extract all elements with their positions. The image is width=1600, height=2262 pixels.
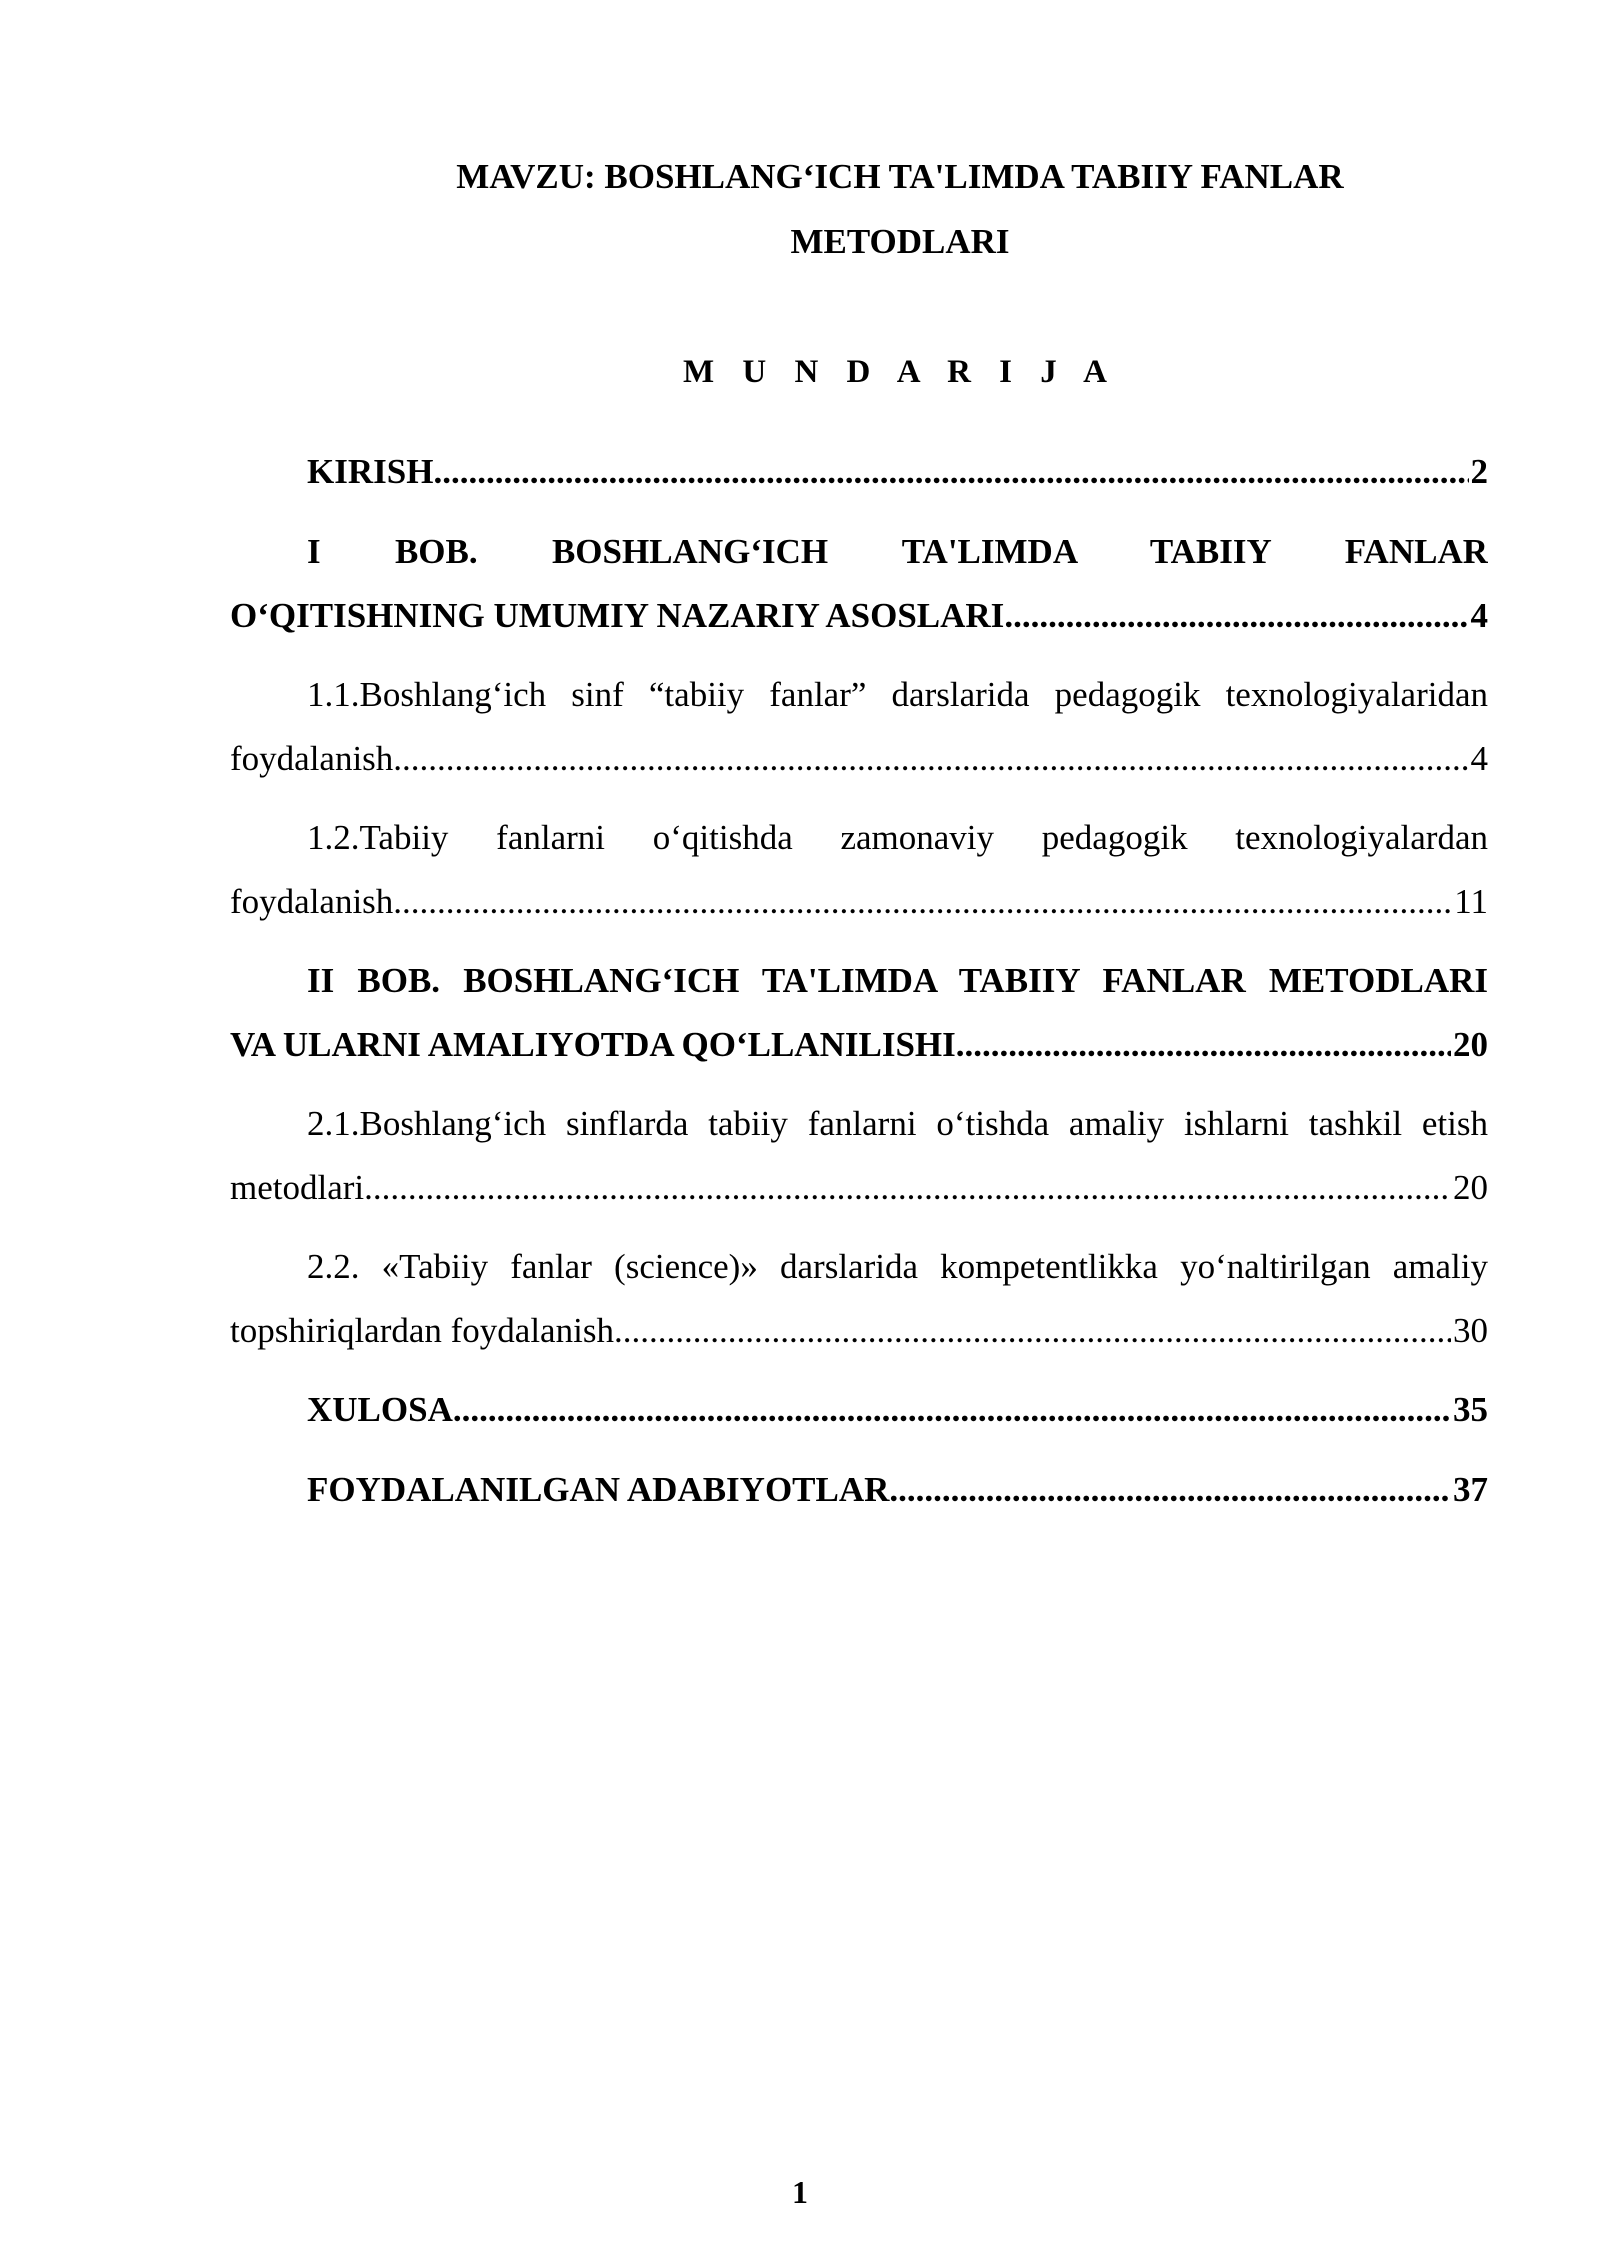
toc-entry-2-2-line-2[interactable] — [230, 1299, 1488, 1363]
toc-leader-dots — [364, 1156, 1451, 1220]
contents-heading: M U N D A R I J A — [682, 354, 1118, 390]
toc-leader-dots — [393, 727, 1468, 791]
toc-entry-title: foydalanish — [230, 739, 394, 778]
toc-entry-bob2-line-1[interactable]: II BOB. BOSHLANG‘ICH TA'LIMDA TABIIY FANLAR METODLARI — [307, 961, 1488, 1000]
toc-entry-page: 35 — [1453, 1390, 1488, 1429]
toc-leader-dots — [453, 1378, 1451, 1442]
toc-entry-page: 2 — [1470, 452, 1488, 491]
toc-leader-dots — [433, 440, 1468, 504]
toc-entry-1-2-line-2[interactable] — [230, 870, 1488, 934]
toc-entry-title: O‘QITISHNING UMUMIY NAZARIY ASOSLARI — [230, 596, 1005, 635]
toc-entry-page: 30 — [1453, 1311, 1488, 1350]
toc-entry-title: FOYDALANILGAN ADABIYOTLAR — [307, 1470, 890, 1509]
page-number: 1 — [792, 2174, 808, 2210]
toc-entry-bob2-line-2[interactable] — [230, 1013, 1488, 1077]
toc-entry-title: foydalanish — [230, 882, 394, 921]
toc-leader-dots — [614, 1299, 1451, 1363]
toc-entry-2-2-line-1[interactable]: 2.2. «Tabiiy fanlar (science)» darslarida kompetentlikka yo‘naltirilgan amaliy — [307, 1247, 1488, 1286]
toc-entry-bob1-line-2[interactable] — [230, 584, 1488, 648]
toc-entry-adabiyotlar[interactable] — [230, 1458, 1488, 1522]
toc-entry-title: VA ULARNI AMALIYOTDA QO‘LLANILISHI — [230, 1025, 956, 1064]
toc-entry-kirish[interactable] — [230, 440, 1488, 504]
toc-entry-title: KIRISH — [307, 452, 434, 491]
toc-entry-page: 11 — [1454, 882, 1488, 921]
toc-entry-title: XULOSA — [307, 1390, 453, 1429]
toc-entry-page: 4 — [1470, 739, 1488, 778]
toc-leader-dots — [889, 1458, 1451, 1522]
toc-entry-2-1-line-1[interactable]: 2.1.Boshlang‘ich sinflarda tabiiy fanlarni o‘tishda amaliy ishlarni tashkil etish — [307, 1104, 1488, 1143]
toc-leader-dots — [1004, 584, 1468, 648]
toc-entry-page: 20 — [1453, 1025, 1488, 1064]
toc-entry-page: 4 — [1470, 596, 1488, 635]
document-title-line-1: MAVZU: BOSHLANG‘ICH TA'LIMDA TABIIY FANLAR — [456, 157, 1344, 196]
toc-leader-dots — [956, 1013, 1451, 1077]
toc-leader-dots — [393, 870, 1452, 934]
toc-entry-1-2-line-1[interactable]: 1.2.Tabiiy fanlarni o‘qitishda zamonaviy pedagogik texnologiyalardan — [307, 818, 1488, 857]
toc-entry-page: 37 — [1453, 1470, 1488, 1509]
toc-entry-xulosa[interactable] — [230, 1378, 1488, 1442]
toc-entry-title: topshiriqlardan foydalanish — [230, 1311, 614, 1350]
document-title-line-2: METODLARI — [790, 222, 1010, 261]
toc-entry-1-1-line-1[interactable]: 1.1.Boshlang‘ich sinf “tabiiy fanlar” darslarida pedagogik texnologiyalaridan — [307, 675, 1488, 714]
toc-entry-bob1-line-1[interactable]: I BOB. BOSHLANG‘ICH TA'LIMDA TABIIY FANLAR — [307, 532, 1488, 571]
toc-entry-1-1-line-2[interactable] — [230, 727, 1488, 791]
toc-entry-page: 20 — [1453, 1168, 1488, 1207]
toc-entry-2-1-line-2[interactable] — [230, 1156, 1488, 1220]
toc-entry-title: metodlari — [230, 1168, 365, 1207]
